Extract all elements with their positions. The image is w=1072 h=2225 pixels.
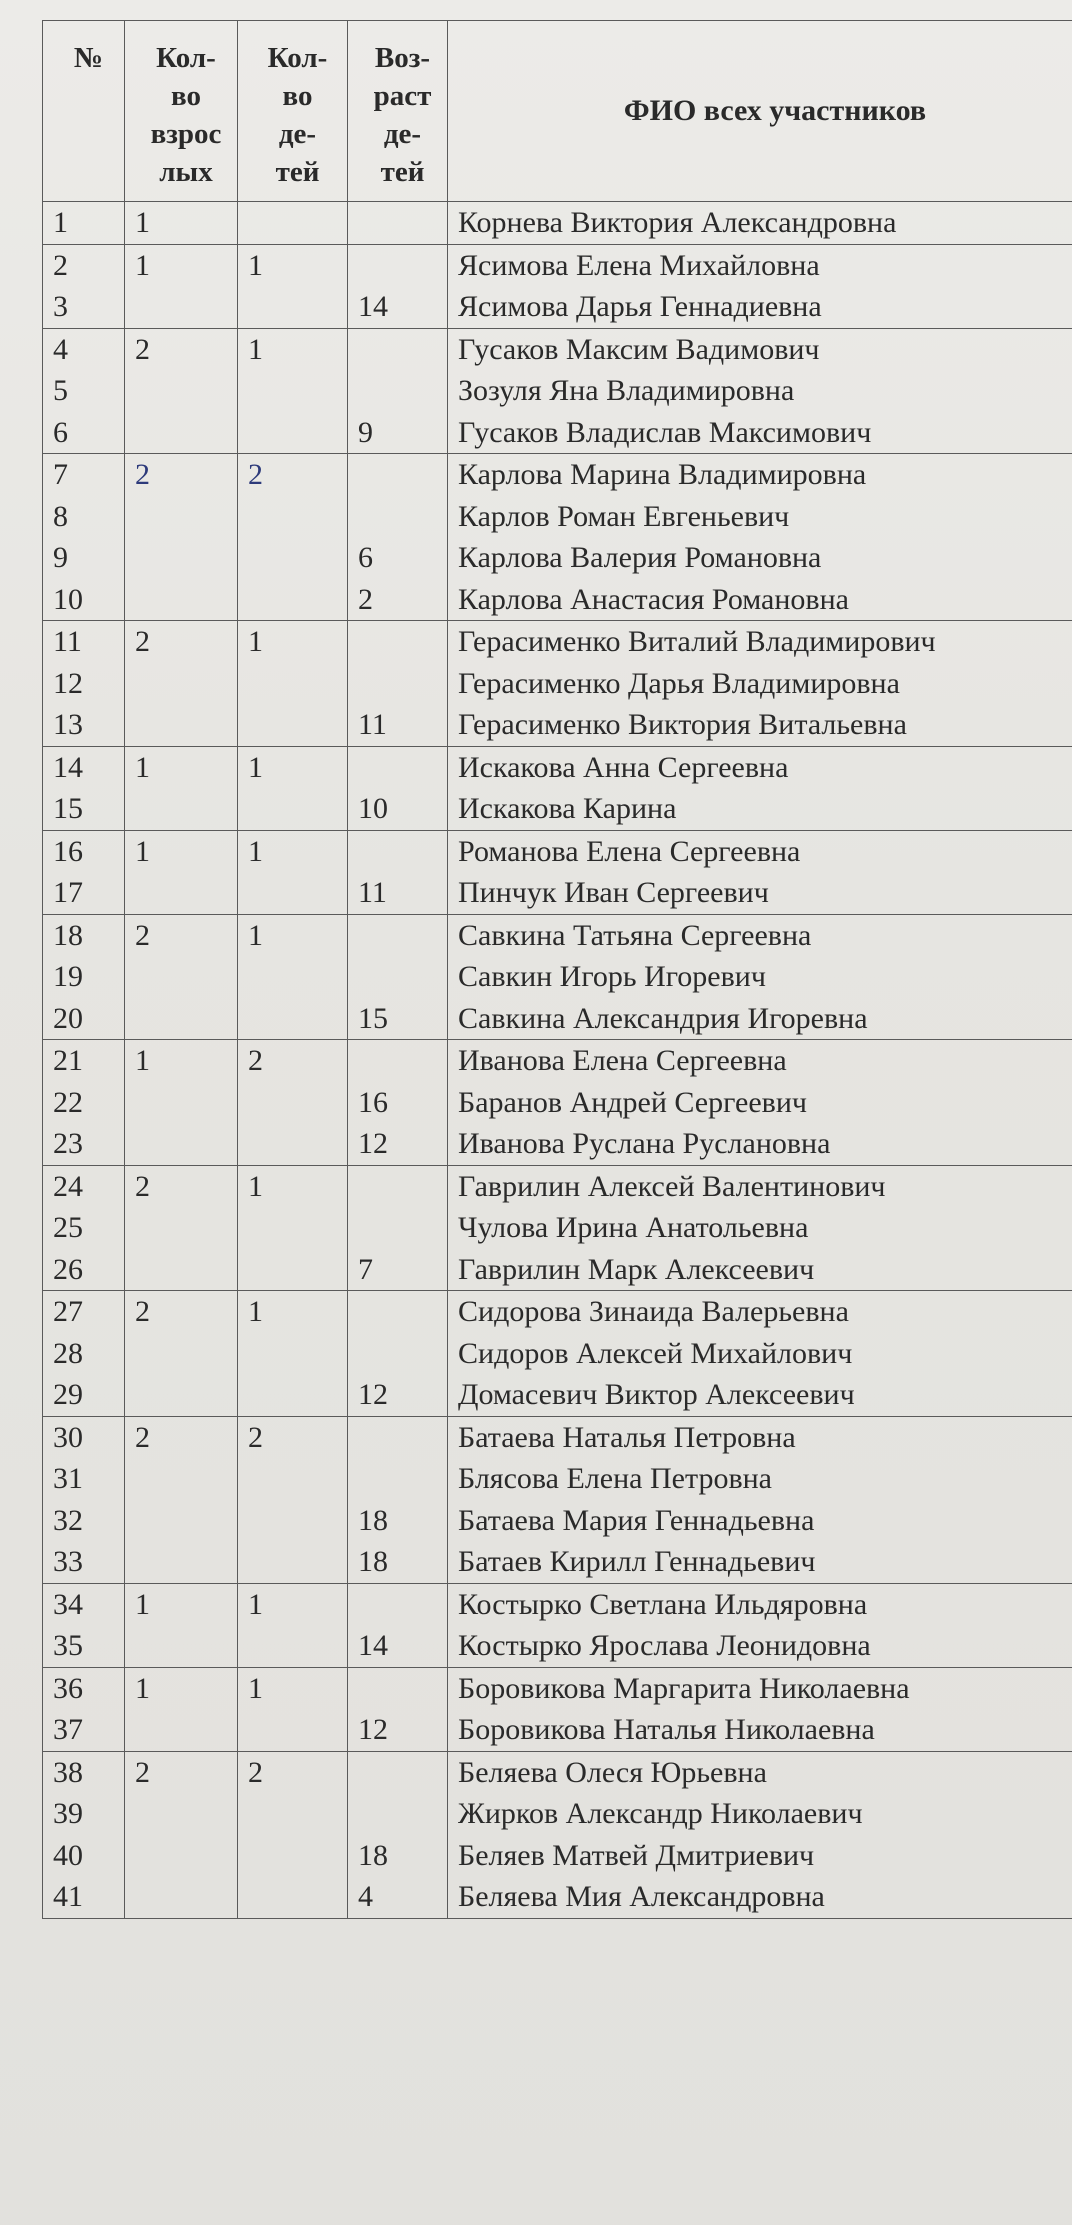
participant-name: Боровикова Маргарита Николаевна: [458, 1671, 910, 1705]
children-ages-cell: [348, 1416, 448, 1583]
participant-number: 36: [53, 1671, 83, 1705]
table-row: [43, 328, 1072, 454]
children-ages-cell: [348, 1040, 448, 1166]
participant-number: 24: [53, 1169, 83, 1203]
participant-name: Гусаков Владислав Максимович: [458, 415, 872, 449]
row-numbers: [43, 202, 125, 245]
row-numbers: [43, 914, 125, 1040]
child-age: 18: [358, 1503, 388, 1537]
participant-name: Пинчук Иван Сергеевич: [458, 876, 769, 909]
participant-name: Карлова Валерия Романовна: [458, 541, 822, 574]
header-children-ages: Воз- раст де- тей: [348, 21, 448, 202]
participant-number: 28: [53, 1336, 83, 1370]
child-age: [358, 956, 447, 998]
participant-number: 15: [53, 792, 83, 825]
children-ages-cell: [348, 1583, 448, 1667]
table-body: [43, 202, 1072, 1919]
participant-name: Батаева Мария Геннадьевна: [458, 1503, 815, 1537]
participant-number: 34: [53, 1587, 83, 1621]
participant-name: Карлова Марина Владимировна: [458, 458, 867, 491]
children-ages-cell: [348, 202, 448, 245]
adults-count-cell: [125, 1165, 238, 1291]
children-count: 1: [248, 248, 263, 282]
child-age: [358, 1793, 447, 1835]
participant-number: 31: [53, 1462, 83, 1495]
adults-count-cell: [125, 746, 238, 830]
child-age: 18: [358, 1545, 388, 1578]
participant-name: Савкина Татьяна Сергеевна: [458, 918, 812, 952]
child-age: [358, 1417, 447, 1459]
participant-names-cell: [448, 621, 1072, 747]
child-age: [358, 831, 447, 873]
children-count: 1: [248, 332, 263, 366]
participant-number: 30: [53, 1420, 83, 1454]
child-age: 11: [358, 708, 387, 741]
adults-count-cell: [125, 454, 238, 621]
participant-number: 18: [53, 918, 83, 952]
participants-table: [42, 20, 1072, 1919]
children-count-cell: [238, 746, 348, 830]
participant-name: Гаврилин Марк Алексеевич: [458, 1252, 815, 1286]
child-age: 6: [358, 541, 373, 574]
children-count-cell: [238, 1751, 348, 1918]
adults-count-cell: [125, 914, 238, 1040]
children-count-cell: [238, 454, 348, 621]
participant-number: 26: [53, 1252, 83, 1286]
children-count: 1: [248, 834, 263, 868]
participant-name: Боровикова Наталья Николаевна: [458, 1713, 875, 1746]
participant-name: Гусаков Максим Вадимович: [458, 332, 820, 366]
participant-number: 6: [53, 415, 68, 449]
child-age: 16: [358, 1085, 388, 1119]
adults-count: 2: [135, 1169, 150, 1203]
children-count: 1: [248, 1671, 263, 1705]
participant-number: 19: [53, 960, 83, 993]
participant-name: Савкина Александрия Игоревна: [458, 1001, 868, 1035]
participant-number: 3: [53, 290, 68, 323]
adults-count-cell: [125, 328, 238, 454]
participant-name: Блясова Елена Петровна: [458, 1462, 772, 1495]
table-row: [43, 202, 1072, 245]
children-count: 1: [248, 1295, 263, 1328]
participant-number: 29: [53, 1378, 83, 1411]
table-row: [43, 1291, 1072, 1417]
participant-number: 22: [53, 1085, 83, 1119]
row-numbers: [43, 1583, 125, 1667]
children-count-cell: [238, 621, 348, 747]
participant-name: Сидорова Зинаида Валерьевна: [458, 1295, 849, 1328]
participant-name: Герасименко Виктория Витальевна: [458, 708, 907, 741]
participant-number: 2: [53, 248, 68, 282]
children-count: 1: [248, 625, 263, 658]
participant-names-cell: [448, 244, 1072, 328]
participant-name: Корнева Виктория Александровна: [458, 206, 897, 239]
table-row: [43, 914, 1072, 1040]
children-count-cell: [238, 1291, 348, 1417]
child-age: [358, 663, 447, 705]
participant-name: Зозуля Яна Владимировна: [458, 374, 795, 407]
child-age: 11: [358, 876, 387, 909]
adults-count: 2: [135, 458, 150, 491]
participant-name: Карлов Роман Евгеньевич: [458, 499, 790, 533]
child-age: 10: [358, 792, 388, 825]
children-count-cell: [238, 202, 348, 245]
participant-names-cell: [448, 1165, 1072, 1291]
table-row: [43, 454, 1072, 621]
child-age: [358, 370, 447, 412]
children-ages-cell: [348, 830, 448, 914]
participant-names-cell: [448, 454, 1072, 621]
adults-count: 1: [135, 1044, 150, 1077]
participant-number: 23: [53, 1127, 83, 1160]
child-age: 14: [358, 290, 388, 323]
table-row: [43, 1751, 1072, 1918]
adults-count-cell: [125, 830, 238, 914]
participant-name: Беляев Матвей Дмитриевич: [458, 1838, 815, 1872]
child-age: [358, 915, 447, 957]
children-count: 1: [248, 918, 263, 952]
participant-names-cell: [448, 1416, 1072, 1583]
children-count: 1: [248, 1169, 263, 1203]
participant-number: 33: [53, 1545, 83, 1578]
participant-name: Иванова Елена Сергеевна: [458, 1044, 787, 1077]
child-age: 4: [358, 1880, 373, 1913]
adults-count-cell: [125, 1667, 238, 1751]
children-ages-cell: [348, 1165, 448, 1291]
adults-count: 1: [135, 750, 150, 784]
adults-count: 1: [135, 834, 150, 868]
table-row: [43, 1667, 1072, 1751]
participant-name: Беляева Мия Александровна: [458, 1880, 825, 1913]
participant-name: Герасименко Дарья Владимировна: [458, 666, 900, 700]
child-age: [358, 1207, 447, 1249]
header-number: №: [43, 21, 125, 202]
participant-name: Батаев Кирилл Геннадьевич: [458, 1545, 816, 1578]
participant-name: Домасевич Виктор Алексеевич: [458, 1378, 855, 1411]
children-count-cell: [238, 1165, 348, 1291]
adults-count-cell: [125, 202, 238, 245]
child-age: [358, 202, 447, 244]
participant-names-cell: [448, 1751, 1072, 1918]
child-age: [358, 329, 447, 371]
participant-number: 37: [53, 1713, 83, 1746]
participant-names-cell: [448, 746, 1072, 830]
child-age: 2: [358, 582, 373, 616]
participant-number: 7: [53, 458, 68, 491]
child-age: [358, 1040, 447, 1082]
participant-number: 40: [53, 1838, 83, 1872]
participant-number: 20: [53, 1001, 83, 1035]
child-age: [358, 496, 447, 538]
row-numbers: [43, 1667, 125, 1751]
children-count: [248, 202, 347, 244]
participant-number: 1: [53, 206, 68, 239]
adults-count: 2: [135, 332, 150, 366]
adults-count: 2: [135, 918, 150, 952]
participant-name: Костырко Светлана Ильдяровна: [458, 1587, 868, 1621]
children-count: 1: [248, 750, 263, 784]
child-age: [358, 1166, 447, 1208]
children-count: 2: [248, 458, 263, 491]
children-ages-cell: [348, 746, 448, 830]
children-count: 1: [248, 1587, 263, 1621]
adults-count: 2: [135, 1420, 150, 1454]
children-count: 2: [248, 1420, 263, 1454]
children-count-cell: [238, 830, 348, 914]
child-age: [358, 1668, 447, 1710]
child-age: 14: [358, 1629, 388, 1662]
children-ages-cell: [348, 1751, 448, 1918]
row-numbers: [43, 830, 125, 914]
child-age: [358, 621, 447, 663]
adults-count: 2: [135, 625, 150, 658]
table-row: [43, 244, 1072, 328]
row-numbers: [43, 621, 125, 747]
participant-number: 27: [53, 1295, 83, 1328]
children-ages-cell: [348, 454, 448, 621]
participant-name: Искакова Анна Сергеевна: [458, 750, 789, 784]
participant-number: 35: [53, 1629, 83, 1662]
table-row: [43, 621, 1072, 747]
participant-number: 11: [53, 625, 82, 658]
children-count-cell: [238, 1040, 348, 1166]
participant-number: 10: [53, 582, 83, 616]
children-count-cell: [238, 244, 348, 328]
adults-count: 2: [135, 1755, 150, 1789]
participant-names-cell: [448, 1583, 1072, 1667]
table-row: [43, 746, 1072, 830]
participant-name: Савкин Игорь Игоревич: [458, 960, 766, 993]
header-full-names: ФИО всех участников: [448, 21, 1072, 202]
participant-name: Костырко Ярослава Леонидовна: [458, 1629, 871, 1662]
participant-number: 21: [53, 1044, 83, 1077]
participant-name: Герасименко Виталий Владимирович: [458, 625, 936, 658]
adults-count-cell: [125, 1583, 238, 1667]
participant-name: Чулова Ирина Анатольевна: [458, 1211, 809, 1244]
row-numbers: [43, 746, 125, 830]
child-age: [358, 1333, 447, 1375]
child-age: 9: [358, 415, 373, 449]
participant-number: 8: [53, 499, 68, 533]
participant-number: 4: [53, 332, 68, 366]
participant-number: 17: [53, 876, 83, 909]
participant-number: 25: [53, 1211, 83, 1244]
participant-names-cell: [448, 1667, 1072, 1751]
child-age: 7: [358, 1252, 373, 1286]
children-count-cell: [238, 328, 348, 454]
participant-names-cell: [448, 1040, 1072, 1166]
participant-name: Карлова Анастасия Романовна: [458, 582, 849, 616]
participant-name: Сидоров Алексей Михайлович: [458, 1336, 853, 1370]
table-row: [43, 1165, 1072, 1291]
adults-count: 1: [135, 206, 150, 239]
header-row: [43, 21, 1072, 202]
participant-name: Гаврилин Алексей Валентинович: [458, 1169, 886, 1203]
child-age: [358, 1458, 447, 1500]
children-ages-cell: [348, 621, 448, 747]
children-ages-cell: [348, 328, 448, 454]
children-ages-cell: [348, 914, 448, 1040]
participant-number: 9: [53, 541, 68, 574]
participant-name: Искакова Карина: [458, 792, 677, 825]
children-count-cell: [238, 1416, 348, 1583]
participant-names-cell: [448, 1291, 1072, 1417]
children-ages-cell: [348, 1291, 448, 1417]
row-numbers: [43, 244, 125, 328]
child-age: 18: [358, 1838, 388, 1872]
children-ages-cell: [348, 1667, 448, 1751]
child-age: 12: [358, 1127, 388, 1160]
participant-names-cell: [448, 328, 1072, 454]
participant-number: 12: [53, 666, 83, 700]
table-row: [43, 1583, 1072, 1667]
children-ages-cell: [348, 244, 448, 328]
children-count-cell: [238, 1667, 348, 1751]
adults-count: 1: [135, 1671, 150, 1705]
children-count-cell: [238, 914, 348, 1040]
participant-number: 38: [53, 1755, 83, 1789]
child-age: 12: [358, 1713, 388, 1746]
adults-count-cell: [125, 1291, 238, 1417]
child-age: 15: [358, 1001, 388, 1035]
table-row: [43, 830, 1072, 914]
child-age: [358, 1584, 447, 1626]
participant-number: 5: [53, 374, 68, 407]
child-age: [358, 245, 447, 287]
adults-count-cell: [125, 1751, 238, 1918]
adults-count-cell: [125, 1416, 238, 1583]
adults-count: 2: [135, 1295, 150, 1328]
participant-number: 14: [53, 750, 83, 784]
participant-number: 13: [53, 708, 83, 741]
participant-name: Батаева Наталья Петровна: [458, 1420, 796, 1454]
participant-name: Беляева Олеся Юрьевна: [458, 1755, 767, 1789]
row-numbers: [43, 1040, 125, 1166]
header-children-count: Кол- во де- тей: [238, 21, 348, 202]
children-count-cell: [238, 1583, 348, 1667]
adults-count-cell: [125, 621, 238, 747]
participant-number: 39: [53, 1797, 83, 1830]
participant-number: 41: [53, 1880, 83, 1913]
adults-count-cell: [125, 1040, 238, 1166]
row-numbers: [43, 1416, 125, 1583]
adults-count: 1: [135, 1587, 150, 1621]
participant-name: Баранов Андрей Сергеевич: [458, 1085, 807, 1119]
row-numbers: [43, 1291, 125, 1417]
participant-name: Жирков Александр Николаевич: [458, 1797, 863, 1830]
table-row: [43, 1040, 1072, 1166]
child-age: [358, 1752, 447, 1794]
participant-name: Иванова Руслана Руслановна: [458, 1127, 831, 1160]
row-numbers: [43, 328, 125, 454]
adults-count: 1: [135, 248, 150, 282]
children-count: 2: [248, 1755, 263, 1789]
participant-name: Ясимова Дарья Геннадиевна: [458, 290, 822, 323]
participant-names-cell: [448, 914, 1072, 1040]
participant-names-cell: [448, 830, 1072, 914]
participant-name: Ясимова Елена Михайловна: [458, 248, 820, 282]
row-numbers: [43, 454, 125, 621]
participant-name: Романова Елена Сергеевна: [458, 834, 801, 868]
child-age: [358, 1291, 447, 1333]
header-adults-count: Кол- во взрос лых: [125, 21, 238, 202]
child-age: [358, 454, 447, 496]
child-age: [358, 747, 447, 789]
participant-number: 32: [53, 1503, 83, 1537]
row-numbers: [43, 1751, 125, 1918]
row-numbers: [43, 1165, 125, 1291]
participant-number: 16: [53, 834, 83, 868]
adults-count-cell: [125, 244, 238, 328]
child-age: 12: [358, 1378, 388, 1411]
table-row: [43, 1416, 1072, 1583]
children-count: 2: [248, 1044, 263, 1077]
participant-names-cell: [448, 202, 1072, 245]
